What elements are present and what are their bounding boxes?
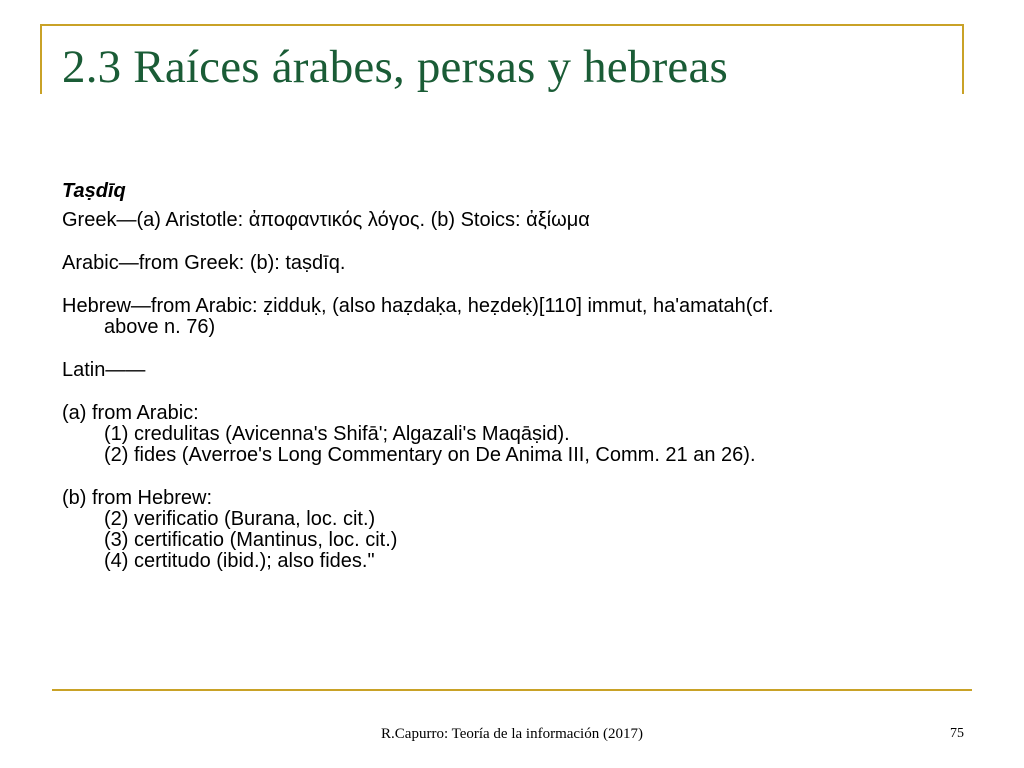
from-arabic-heading: (a) from Arabic:	[62, 402, 199, 424]
page-number: 75	[950, 726, 964, 741]
from-arabic-paragraph	[62, 403, 962, 466]
frame-top-line	[40, 24, 964, 26]
slide-title: 2.3 Raíces árabes, persas y hebreas	[62, 41, 729, 93]
from-hebrew-heading: (b) from Hebrew:	[62, 487, 213, 509]
hebrew-line-2: above n. 76)	[104, 316, 216, 338]
slide-footer: R.Capurro: Teoría de la información (2017)	[381, 726, 643, 742]
term-heading: Taṣdīq	[62, 180, 126, 202]
frame-left-line	[40, 24, 42, 94]
arabic-line: Arabic—from Greek: (b): taṣdīq.	[62, 252, 346, 274]
hebrew-paragraph	[62, 296, 962, 338]
hebrew-line-1: Hebrew—from Arabic: ẓidduḳ, (also haẓdaḳa, heẓdeḳ)[110] immut, ha'amatah(cf.	[62, 295, 774, 317]
from-arabic-item-1: (1) credulitas (Avicenna's Shifā'; Algazali's Maqāṣid).	[104, 423, 570, 445]
frame-bottom-line	[52, 689, 972, 691]
slide-body	[62, 181, 962, 594]
from-hebrew-item-2: (2) verificatio (Burana, loc. cit.)	[104, 508, 376, 530]
latin-line: Latin——	[62, 359, 146, 381]
greek-line: Greek—(a) Aristotle: ἀποφαντικός λόγος. (b) Stoics: ἀξίωμα	[62, 209, 590, 231]
from-hebrew-item-3: (3) certificatio (Mantinus, loc. cit.)	[104, 529, 398, 551]
from-hebrew-paragraph	[62, 488, 962, 572]
from-hebrew-item-4: (4) certitudo (ibid.); also fides."	[104, 550, 375, 572]
frame-right-line	[962, 24, 964, 94]
from-arabic-item-2: (2) fides (Averroe's Long Commentary on De Anima III, Comm. 21 an 26).	[104, 444, 756, 466]
